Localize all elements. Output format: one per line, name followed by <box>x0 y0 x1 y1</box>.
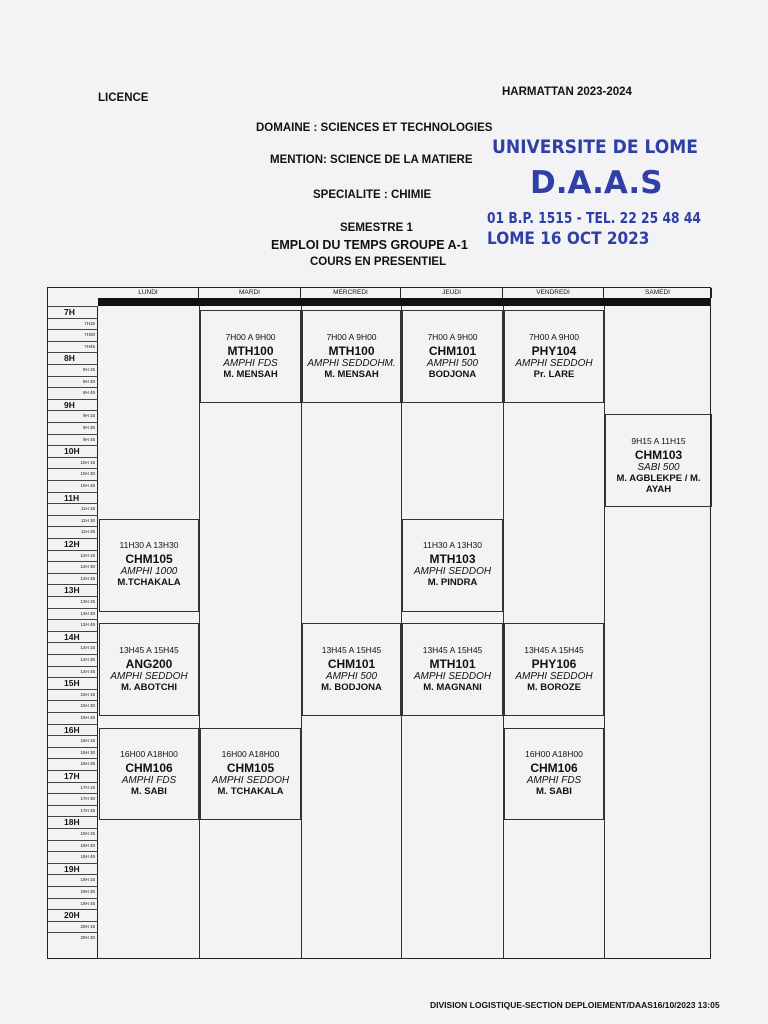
time-quarter: 11H 45 <box>48 526 98 538</box>
time-quarter: 17H 45 <box>48 805 98 817</box>
course-room: AMPHI 500 <box>325 670 378 682</box>
time-quarter: 14H 15 <box>48 642 98 654</box>
course-professor: M. TCHAKALA <box>217 786 284 798</box>
course-room: AMPHI SEDDOH <box>515 357 593 369</box>
course-code: PHY106 <box>531 656 577 671</box>
course-block <box>99 623 199 716</box>
course-code: ANG200 <box>125 656 173 671</box>
course-block <box>504 310 604 403</box>
time-quarter: 8H 45 <box>48 387 98 399</box>
time-quarter: 14H 30 <box>48 654 98 666</box>
course-room: AMPHI SEDDOH <box>211 775 290 787</box>
time-quarter: 8H 30 <box>48 376 98 388</box>
course-block <box>200 310 301 403</box>
day-header-mercredi: MERCREDI <box>301 288 401 298</box>
time-hour: 14H <box>48 631 98 643</box>
time-quarter: 7H45 <box>48 341 98 353</box>
time-hour: 8H <box>48 352 98 364</box>
time-hour: 18H <box>48 816 98 828</box>
course-code: CHM105 <box>125 552 173 567</box>
schedule-title: EMPLOI DU TEMPS GROUPE A-1 <box>271 238 468 252</box>
time-quarter: 20H 15 <box>48 921 98 933</box>
day-header-vendredi: VENDREDI <box>503 288 604 298</box>
time-quarter: 8H 15 <box>48 364 98 376</box>
time-quarter: 20H 30 <box>48 932 98 944</box>
course-code: MTH103 <box>429 552 476 567</box>
time-quarter: 10H 15 <box>48 457 98 469</box>
course-professor: M. PINDRA <box>427 577 478 589</box>
course-block <box>302 623 401 716</box>
time-quarter: 12H 30 <box>48 561 98 573</box>
course-block <box>402 623 503 716</box>
time-hour: 19H <box>48 863 98 875</box>
time-quarter: 11H 15 <box>48 503 98 515</box>
course-time: 13H45 A 15H45 <box>524 644 584 655</box>
course-time: 16H00 A18H00 <box>120 749 178 760</box>
season-label: HARMATTAN 2023-2024 <box>502 86 632 98</box>
course-time: 16H00 A18H00 <box>525 749 583 760</box>
course-time: 13H45 A 15H45 <box>119 644 179 655</box>
course-professor: M. SABI <box>131 786 167 798</box>
day-header-jeudi: JEUDI <box>401 288 503 298</box>
course-professor: M. MENSAH <box>223 368 278 380</box>
time-quarter: 10H 30 <box>48 468 98 480</box>
course-code: CHM103 <box>634 447 683 462</box>
course-professor: Pr. LARE <box>533 368 575 380</box>
time-hour: 10H <box>48 445 98 457</box>
course-professor: M. BODJONA <box>321 681 382 693</box>
time-quarter: 17H 15 <box>48 782 98 794</box>
day-header-samedi: SAMEDI <box>604 288 712 298</box>
time-hour: 7H <box>48 306 98 318</box>
course-code: MTH100 <box>328 343 375 358</box>
course-room: AMPHI SEDDOH <box>413 670 492 682</box>
time-quarter: 7H15 <box>48 318 98 330</box>
day-header-lundi: LUNDI <box>98 288 199 298</box>
cours-label: COURS EN PRESENTIEL <box>310 256 447 268</box>
course-professor: M. MENSAH <box>324 368 379 380</box>
course-code: MTH100 <box>227 343 274 358</box>
stamp-date: LOME 16 OCT 2023 <box>487 229 650 249</box>
time-hour: 20H <box>48 909 98 921</box>
course-room: AMPHI 500 <box>426 357 479 369</box>
time-quarter: 13H 15 <box>48 596 98 608</box>
time-hour: 16H <box>48 724 98 736</box>
time-quarter: 15H 15 <box>48 689 98 701</box>
stamp-address: 01 B.P. 1515 - TEL. 22 25 48 44 <box>487 209 701 227</box>
course-room: AMPHI SEDDOHM. <box>307 357 396 369</box>
time-quarter: 9H 45 <box>48 434 98 446</box>
stamp-daas: D.A.A.S <box>530 165 663 201</box>
course-code: PHY104 <box>531 343 577 358</box>
course-professor: M. SABI <box>536 786 572 798</box>
course-code: CHM105 <box>226 761 275 776</box>
time-quarter: 13H 45 <box>48 619 98 631</box>
time-quarter: 11H 30 <box>48 515 98 527</box>
course-time: 11H30 A 13H30 <box>423 540 482 551</box>
time-hour: 17H <box>48 770 98 782</box>
time-quarter: 9H 30 <box>48 422 98 434</box>
course-time: 9H15 A 11H15 <box>631 435 686 446</box>
course-professor: M. AGBLEKPE / M. AYAH <box>616 472 701 495</box>
course-time: 7H00 A 9H00 <box>225 331 276 342</box>
course-block <box>200 728 301 821</box>
course-room: AMPHI SEDDOH <box>110 670 188 682</box>
course-room: SABI 500 <box>637 461 680 473</box>
time-quarter: 19H 30 <box>48 886 98 898</box>
course-professor: M. MAGNANI <box>423 681 482 693</box>
day-header-mardi: MARDI <box>199 288 301 298</box>
course-time: 11H30 A 13H30 <box>119 540 179 551</box>
course-time: 16H00 A18H00 <box>221 749 280 760</box>
course-block <box>605 414 712 507</box>
time-quarter: 16H 15 <box>48 735 98 747</box>
course-block <box>504 728 604 821</box>
course-room: AMPHI FDS <box>121 775 177 787</box>
time-quarter: 15H 45 <box>48 712 98 724</box>
time-quarter: 19H 15 <box>48 874 98 886</box>
time-hour: 15H <box>48 677 98 689</box>
time-quarter: 7H30 <box>48 329 98 341</box>
course-professor: M. ABOTCHI <box>120 681 178 693</box>
time-quarter: 18H 45 <box>48 851 98 863</box>
time-quarter: 10H 45 <box>48 480 98 492</box>
course-code: CHM106 <box>125 761 173 776</box>
course-code: CHM106 <box>530 761 578 776</box>
time-hour: 11H <box>48 492 98 504</box>
course-block <box>402 519 503 612</box>
time-quarter: 15H 30 <box>48 700 98 712</box>
time-column <box>48 306 98 958</box>
time-quarter: 12H 45 <box>48 573 98 585</box>
time-quarter: 13H 30 <box>48 608 98 620</box>
course-block <box>402 310 503 403</box>
time-quarter: 18H 15 <box>48 828 98 840</box>
course-professor: BODJONA <box>428 368 477 380</box>
course-room: AMPHI FDS <box>526 775 582 787</box>
timetable <box>47 287 711 959</box>
course-code: MTH101 <box>429 656 476 671</box>
stamp-university: UNIVERSITE DE LOME <box>492 136 698 158</box>
course-room: AMPHI FDS <box>223 357 278 369</box>
time-quarter: 14H 45 <box>48 666 98 678</box>
course-professor: M. BOROZE <box>527 681 581 693</box>
course-room: AMPHI SEDDOH <box>413 566 492 578</box>
time-quarter: 16H 45 <box>48 758 98 770</box>
time-hour: 12H <box>48 538 98 550</box>
course-room: AMPHI 1000 <box>120 566 178 578</box>
time-quarter: 16H 30 <box>48 747 98 759</box>
footer-note: DIVISION LOGISTIQUE-SECTION DEPLOIEMENT/DAAS16/10/2023 13:05 <box>430 1000 720 1010</box>
course-code: CHM101 <box>327 656 376 671</box>
mention-label: MENTION: SCIENCE DE LA MATIERE <box>270 154 473 166</box>
course-time: 7H00 A 9H00 <box>427 331 478 342</box>
level-label: LICENCE <box>98 92 149 104</box>
time-quarter: 18H 30 <box>48 840 98 852</box>
course-block <box>99 519 199 612</box>
header-bar <box>98 298 710 306</box>
course-time: 7H00 A 9H00 <box>528 331 580 342</box>
course-room: AMPHI SEDDOH <box>515 670 593 682</box>
course-time: 13H45 A 15H45 <box>422 644 483 655</box>
time-hour: 13H <box>48 584 98 596</box>
time-quarter: 19H 45 <box>48 898 98 910</box>
time-quarter: 9H 15 <box>48 410 98 422</box>
course-block <box>302 310 401 403</box>
domaine-label: DOMAINE : SCIENCES ET TECHNOLOGIES <box>256 122 493 134</box>
course-time: 13H45 A 15H45 <box>321 644 382 655</box>
time-quarter: 12H 15 <box>48 550 98 562</box>
course-time: 7H00 A 9H00 <box>326 331 377 342</box>
column-divider <box>604 306 605 958</box>
time-quarter: 17H 30 <box>48 793 98 805</box>
course-block <box>99 728 199 821</box>
time-hour: 9H <box>48 399 98 411</box>
column-divider <box>199 306 200 958</box>
course-professor: M.TCHAKALA <box>117 577 181 589</box>
semestre-label: SEMESTRE 1 <box>340 222 413 234</box>
course-code: CHM101 <box>428 343 477 358</box>
course-block <box>504 623 604 716</box>
specialite-label: SPECIALITE : CHIMIE <box>313 189 432 201</box>
